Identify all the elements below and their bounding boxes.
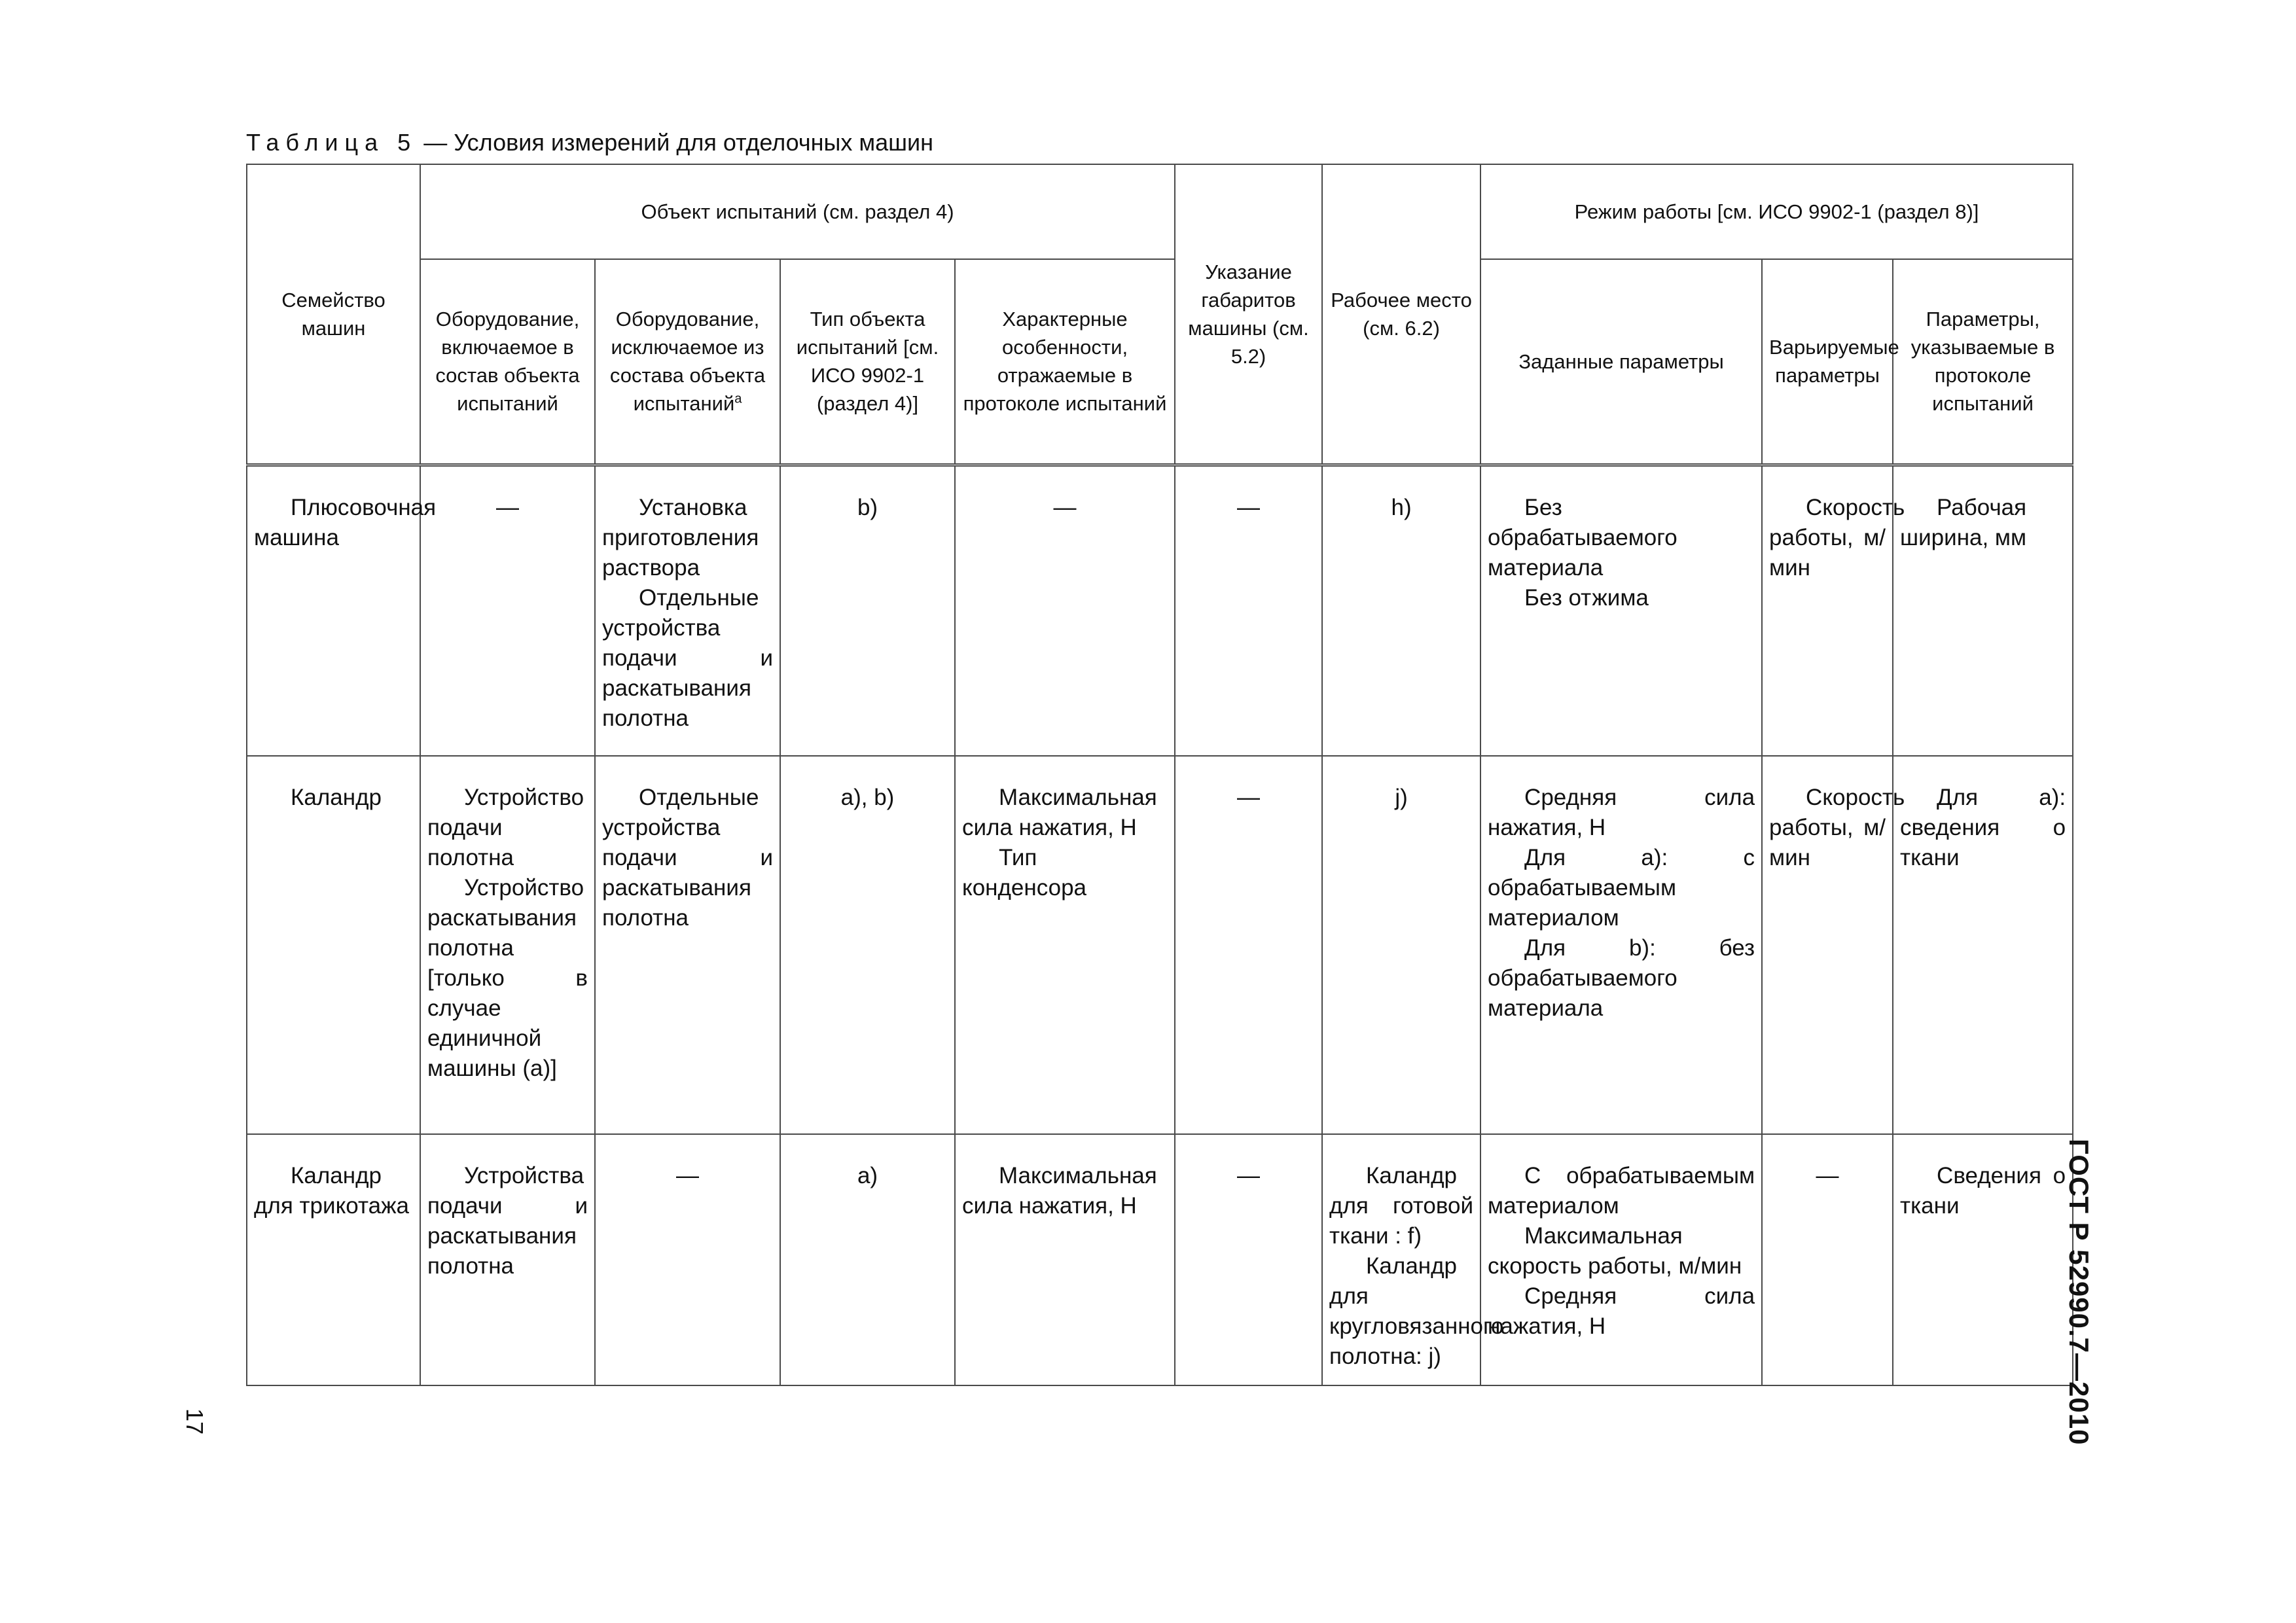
cell-report-params bbox=[1893, 465, 2073, 756]
cell-text: — bbox=[496, 494, 519, 520]
cell-equipment-included bbox=[420, 1134, 595, 1385]
cell-text: Каландр для кругловязанного полотна: j) bbox=[1329, 1253, 1504, 1369]
document-standard-title: ГОСТ Р 52990.7—2010 bbox=[2064, 1139, 2094, 1446]
cell-text: — bbox=[1237, 1163, 1261, 1188]
header-equipment-excluded-text: Оборудование, исключаемое из состава объекта испытаний bbox=[609, 308, 766, 416]
cell-text: Для а): с обрабатываемым материалом bbox=[1488, 845, 1755, 931]
measurement-conditions-table bbox=[246, 164, 2073, 1386]
cell-text: Устройства подачи и раскатывания полотна bbox=[427, 1163, 588, 1279]
cell-set-params bbox=[1480, 1134, 1762, 1385]
header-object-type: Тип объекта испытаний [см. ИСО 9902-1 (раздел 4)] bbox=[780, 259, 955, 465]
cell-equipment-excluded bbox=[595, 465, 780, 756]
cell-equipment-excluded bbox=[595, 756, 780, 1134]
header-mode-group: Режим работы [см. ИСО 9902-1 (раздел 8)] bbox=[1480, 164, 2073, 259]
table-caption-text: — Условия измерений для отделочных машин bbox=[417, 129, 934, 156]
cell-object-type bbox=[780, 465, 955, 756]
header-features: Характерные особенности, отражаемые в протоколе испытаний bbox=[955, 259, 1175, 465]
cell-text: — bbox=[1237, 785, 1261, 810]
cell-variable-params bbox=[1762, 1134, 1893, 1385]
cell-object-type bbox=[780, 756, 955, 1134]
header-dimensions: Указание габаритов машины (см. 5.2) bbox=[1175, 164, 1322, 465]
cell-text: Средняя сила нажатия, Н bbox=[1488, 1283, 1755, 1339]
cell-variable-params bbox=[1762, 465, 1905, 756]
cell-text: — bbox=[1816, 1163, 1839, 1188]
header-equipment-excluded bbox=[595, 259, 780, 465]
header-family: Семейство машин bbox=[247, 164, 420, 465]
header-equipment-included: Оборудование, включаемое в состав объекта испытаний bbox=[420, 259, 595, 465]
cell-dimensions bbox=[1175, 756, 1322, 1134]
cell-object-type bbox=[780, 1134, 955, 1385]
cell-text: Рабочая ширина, мм bbox=[1900, 494, 2027, 550]
cell-text: Для b): без обрабатываемого материала bbox=[1488, 935, 1755, 1021]
table-row bbox=[247, 465, 2073, 756]
cell-variable-params bbox=[1762, 756, 1905, 1134]
header-workplace: Рабочее место (см. 6.2) bbox=[1322, 164, 1480, 465]
cell-text: b) bbox=[857, 494, 878, 520]
cell-report-params bbox=[1893, 1134, 2073, 1385]
cell-workplace bbox=[1322, 465, 1480, 756]
cell-text: j) bbox=[1395, 785, 1408, 810]
cell-text: Максимальная сила нажатия, Н bbox=[962, 1163, 1157, 1219]
cell-features bbox=[955, 465, 1175, 756]
cell-family bbox=[247, 756, 420, 1134]
cell-text: а), b) bbox=[840, 785, 895, 810]
cell-text: Скорость работы, м/мин bbox=[1769, 494, 1905, 580]
table-caption bbox=[246, 128, 933, 157]
cell-text: Устройство подачи полотна bbox=[427, 785, 584, 870]
cell-text: Каландр для готовой ткани : f) bbox=[1329, 1163, 1474, 1249]
cell-text: а) bbox=[857, 1163, 878, 1188]
cell-workplace bbox=[1322, 756, 1480, 1134]
cell-text: Без отжима bbox=[1524, 584, 1649, 611]
header-test-object-group: Объект испытаний (см. раздел 4) bbox=[420, 164, 1175, 259]
cell-text: Сведения о ткани bbox=[1900, 1163, 2066, 1219]
cell-text: С обрабатываемым материалом bbox=[1488, 1163, 1755, 1219]
cell-text: Без обрабатываемого материала bbox=[1488, 494, 1677, 580]
cell-text: Тип конденсора bbox=[962, 845, 1087, 901]
cell-features bbox=[955, 756, 1175, 1134]
table-caption-label: Таблица 5 bbox=[246, 129, 418, 156]
table-body bbox=[247, 465, 2073, 1385]
footnote-marker: a bbox=[734, 391, 742, 406]
cell-text: Скорость работы, м/мин bbox=[1769, 785, 1905, 870]
cell-text: Максимальная сила нажатия, Н bbox=[962, 785, 1157, 840]
cell-equipment-included bbox=[420, 756, 595, 1134]
cell-family bbox=[247, 465, 437, 756]
table-row bbox=[247, 1134, 2073, 1385]
header-variable-params: Варьируемые параметры bbox=[1762, 259, 1893, 465]
cell-equipment-excluded bbox=[595, 1134, 780, 1385]
cell-text: Плюсовочная машина bbox=[254, 494, 437, 550]
cell-workplace bbox=[1322, 1134, 1504, 1385]
cell-text: — bbox=[1053, 494, 1077, 520]
table-row bbox=[247, 756, 2073, 1134]
cell-text: Отдельные устройства подачи и раскатывания полотна bbox=[602, 785, 773, 931]
cell-text: Каландр bbox=[291, 785, 382, 810]
cell-text: Отдельные устройства подачи и раскатывания полотна bbox=[602, 584, 773, 731]
cell-text: — bbox=[676, 1163, 699, 1188]
cell-text: Для а): сведения о ткани bbox=[1900, 785, 2066, 870]
cell-text: h) bbox=[1391, 494, 1412, 520]
cell-equipment-included bbox=[420, 465, 595, 756]
cell-text: Устройство раскатывания полотна [только в случае единичной машины (а)] bbox=[427, 875, 588, 1081]
cell-text: Максимальная скорость работы, м/мин bbox=[1488, 1223, 1742, 1279]
cell-report-params bbox=[1893, 756, 2073, 1134]
cell-set-params bbox=[1480, 756, 1762, 1134]
cell-family bbox=[247, 1134, 420, 1385]
cell-dimensions bbox=[1175, 465, 1322, 756]
cell-set-params bbox=[1480, 465, 1762, 756]
cell-features bbox=[955, 1134, 1175, 1385]
header-set-params: Заданные параметры bbox=[1480, 259, 1762, 465]
header-report-params: Параметры, указываемые в протоколе испытаний bbox=[1893, 259, 2073, 465]
page-number: 17 bbox=[181, 1408, 208, 1435]
cell-dimensions bbox=[1175, 1134, 1322, 1385]
cell-text: Средняя сила нажатия, Н bbox=[1488, 785, 1755, 840]
cell-text: Установка приготовления раствора bbox=[602, 494, 759, 580]
cell-text: Каландр для трикотажа bbox=[254, 1163, 409, 1219]
cell-text: — bbox=[1237, 494, 1261, 520]
